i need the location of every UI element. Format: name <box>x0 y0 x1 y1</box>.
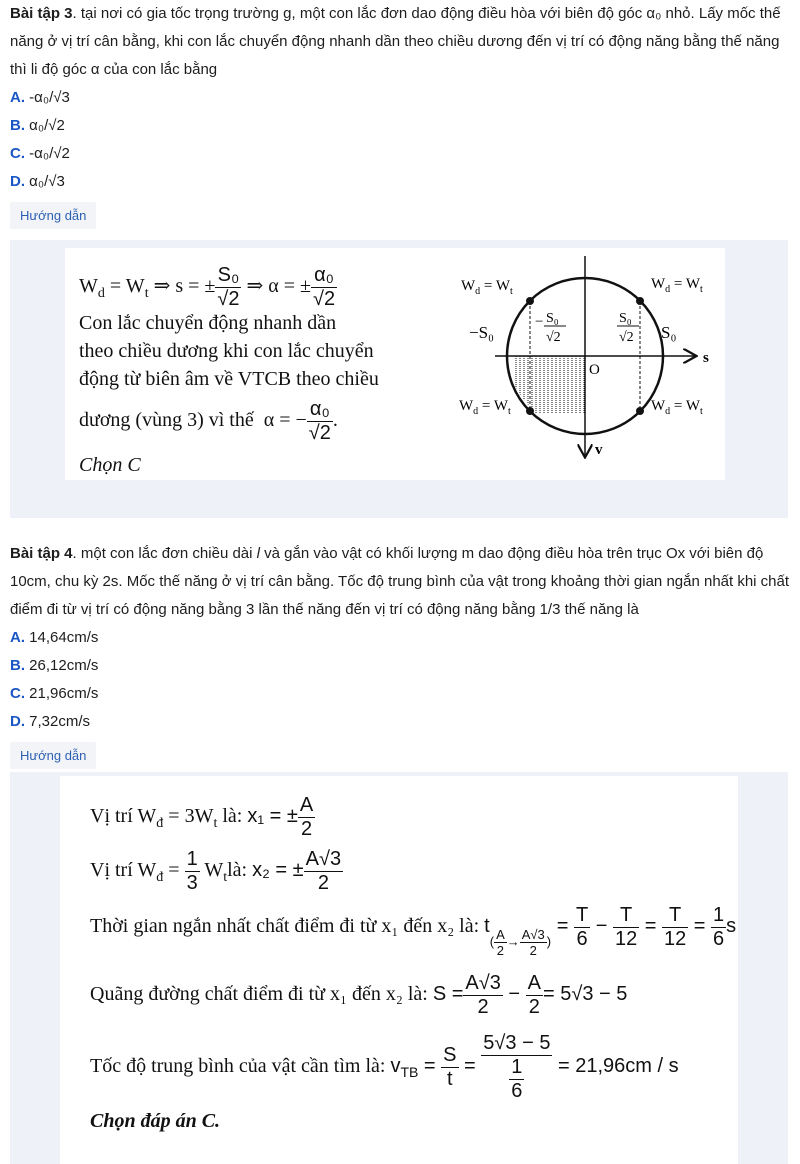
label-wd-wt-bottom-left: $W_d = W_t$ <box>459 398 511 417</box>
exercise-3-option-d: D. α₀/√3 <box>10 173 65 190</box>
exercise-4-question: Bài tập 4. một con lắc đơn chiều dài l và gắn vào vật có khối lượng m dao động điều hòa trên trục Ox với biên độ 10cm, chu kỳ 2s. Mốc thế năng ở vị trí cân bằng. Tốc độ trung bình của vật trong khoảng thời gian ngắn nhất khi chất điểm đi từ vị trí có động năng bằng 3 lần thế năng đến vị trí có động năng bằng 1/3 thế năng là <box>10 545 790 618</box>
exercise-4-solution-image <box>60 776 738 1164</box>
solution-3-choose: Chọn C <box>79 454 141 476</box>
solution-3-equation: $W_d = W_t$ ⇒ s = ± $\frac{\text{S₀}}{√2}$ ⇒ α = ± $\frac{\text{α₀}}{√2}$ <box>79 264 336 310</box>
solution-4-choose: Chọn đáp án C. <box>90 1110 221 1132</box>
label-axis-v: v <box>595 442 603 458</box>
solution-4-line-5: Tốc độ trung bình của vật cần tìm là: $v_{TB}$ = $\frac{S}{t}$ = $\frac{5√3 - 5}{\frac{1}{6}}$ = 21,96cm / s <box>90 1032 679 1102</box>
exercise-4-option-d: D. 7,32cm/s <box>10 713 91 730</box>
point-top-right <box>636 297 644 305</box>
point-bottom-right <box>636 407 644 415</box>
solution-4-line-3: Thời gian ngắn nhất chất điểm đi từ x₁ đến x₂ là: $t_{( \frac{A}{2} \to \frac{A√3}{2} )}$ = $\frac{T}{6}$ − $\frac{T}{12}$ = $\frac{T}{12}$ = $\frac{1}{6}$ s <box>90 904 737 959</box>
exercise-3-label: Bài tập 3 <box>10 5 73 22</box>
label-wd-wt-bottom-right: $W_d = W_t$ <box>651 398 703 417</box>
label-wd-wt-top-left: $W_d = W_t$ <box>461 278 513 297</box>
label-origin: O <box>589 362 600 378</box>
solution-3-text-3: động từ biên âm về VTCB theo chiều <box>79 368 379 390</box>
exercise-4-option-b: B. 26,12cm/s <box>10 657 99 674</box>
exercise-4-label: Bài tập 4 <box>10 545 73 562</box>
exercise-4-solution-box <box>10 772 788 1164</box>
solution-4-line-1: Vị trí $W_đ = 3W_t$ là: x₁ = ± $\frac{A}{2}$ <box>90 794 314 840</box>
label-axis-s: s <box>703 350 709 366</box>
exercise-3-solution-box <box>10 240 788 518</box>
exercise-3 <box>10 0 790 229</box>
label-frac-left-num: S₀ <box>546 311 559 326</box>
label-neg-frac-sign: − <box>535 314 544 330</box>
exercise-4 <box>10 540 790 769</box>
label-neg-s0: −S₀ <box>469 323 494 342</box>
label-wd-wt-top-right: $W_d = W_t$ <box>651 276 703 295</box>
phase-circle-diagram <box>455 256 725 476</box>
solution-4-line-2: Vị trí $W_đ$ = $\frac{1}{3}$ $W_tlà$: x₂ = ± $\frac{A√3}{2}$ <box>90 848 342 894</box>
point-top-left <box>526 297 534 305</box>
exercise-3-option-c: C. -α₀/√2 <box>10 145 70 162</box>
label-s0: S₀ <box>661 323 677 342</box>
exercise-3-solution-image <box>65 248 725 480</box>
solution-3-text-4: dương (vùng 3) vì thế α = − $\frac{\text{α₀}}{√2}$ . <box>79 398 338 444</box>
exercise-4-option-c: C. 21,96cm/s <box>10 685 99 702</box>
solution-3-text-2: theo chiều dương khi con lắc chuyển <box>79 340 374 362</box>
exercise-3-guide-button[interactable]: Hướng dẫn <box>10 202 96 229</box>
exercise-3-option-a: A. -α₀/√3 <box>10 89 70 106</box>
exercise-3-option-b: B. α₀/√2 <box>10 117 65 134</box>
point-bottom-left <box>526 407 534 415</box>
exercise-4-option-a: A. 14,64cm/s <box>10 629 99 646</box>
label-frac-left-den: √2 <box>546 330 561 345</box>
hatched-region-center <box>535 356 585 414</box>
exercise-4-guide-button[interactable]: Hướng dẫn <box>10 742 96 769</box>
label-frac-right-num: S₀ <box>619 311 632 326</box>
exercise-3-question: Bài tập 3. tại nơi có gia tốc trọng trường g, một con lắc đơn dao động điều hòa với biên độ góc α₀ nhỏ. Lấy mốc thế năng ở vị trí cân bằng, khi con lắc chuyển động nhanh dần theo chiều dương đến vị trí có động năng bằng thế năng thì li độ góc α của con lắc bằng <box>10 5 781 78</box>
solution-3-text-1: Con lắc chuyển động nhanh dần <box>79 312 337 334</box>
label-frac-right-den: √2 <box>619 330 634 345</box>
solution-4-line-4: Quãng đường chất điểm đi từ x₁ đến x₂ là: S = $\frac{A√3}{2}$ − $\frac{A}{2}$ = 5√3 − 5 <box>90 972 628 1018</box>
